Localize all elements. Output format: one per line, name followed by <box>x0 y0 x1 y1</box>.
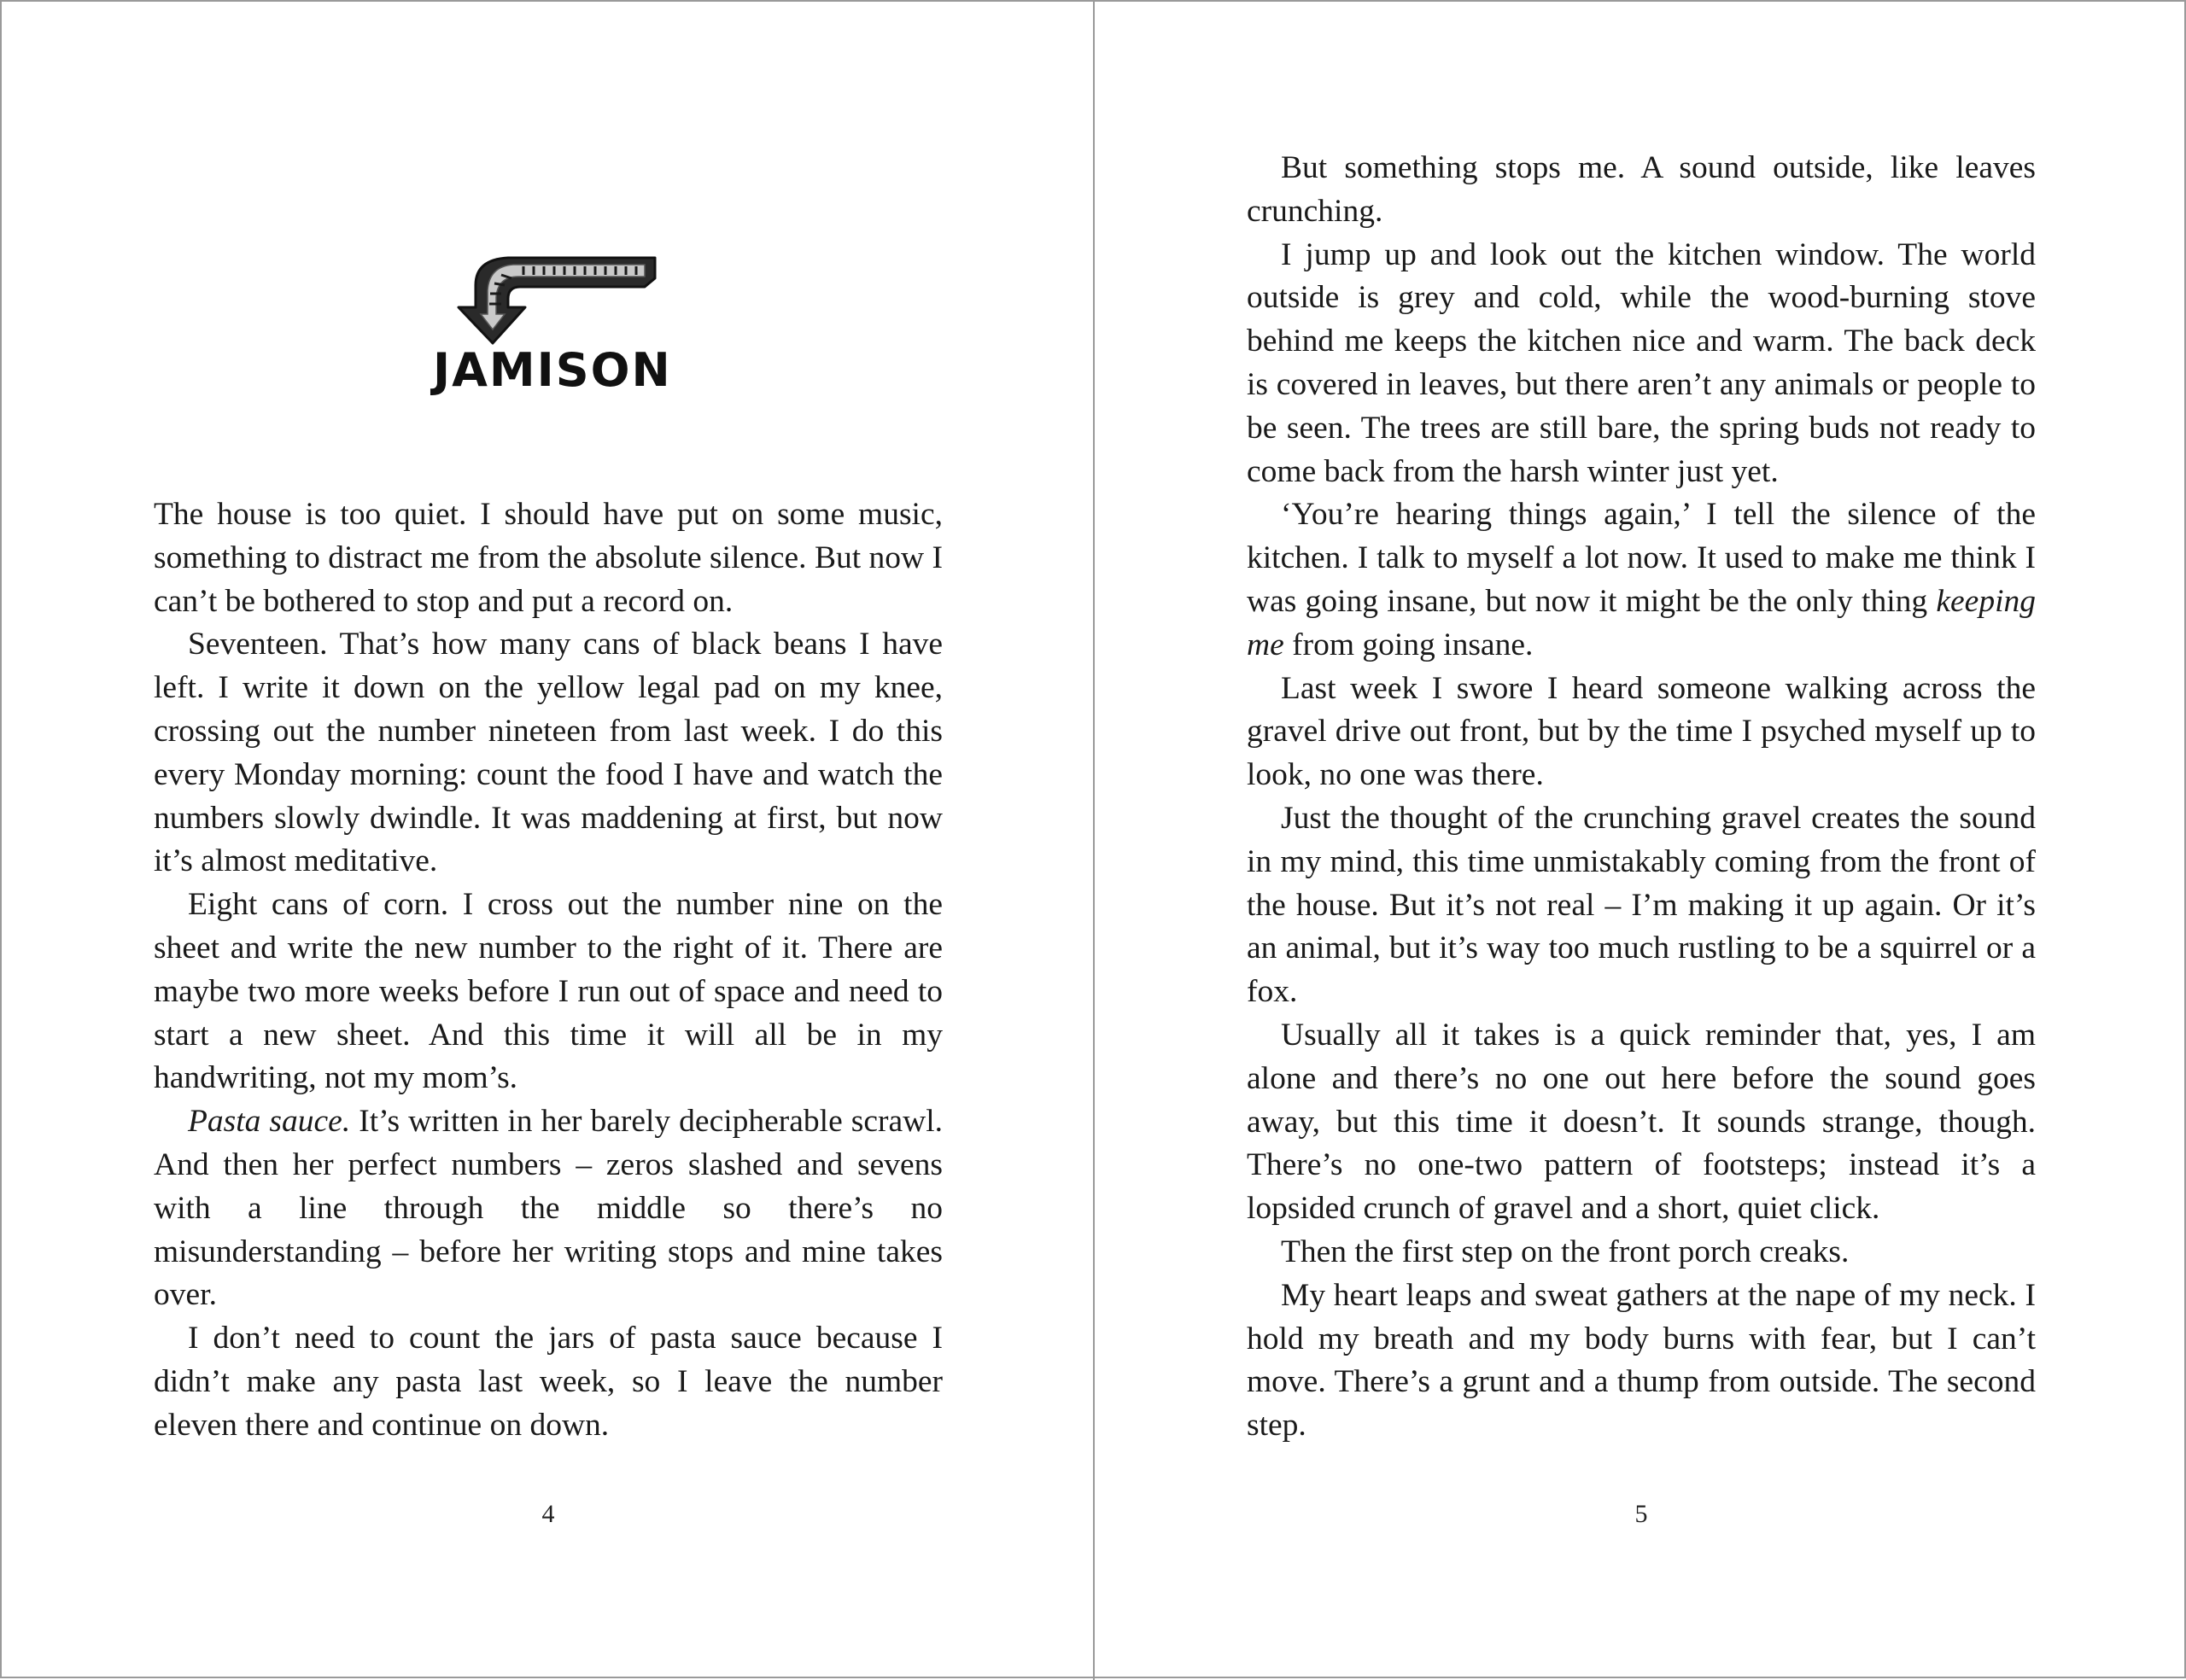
page-number: 4 <box>541 1500 555 1528</box>
curved-arrow-down-icon <box>441 251 659 347</box>
paragraph: Then the first step on the front porch creaks. <box>1281 1234 1850 1269</box>
right-page-text <box>1247 147 2036 1448</box>
paragraph: Seventeen. That’s how many cans of black beans I have left. I write it down on the yellow legal pad on my knee, crossing out the number nineteen from last week. I do this every Monday morning: count the food I have and watch the numbers slowly dwindle. It was maddening at first, but now it’s almost meditative. <box>154 627 943 879</box>
paragraph-text: It’s written in her barely decipherable scrawl. And then her perfect numbers – zeros slashed and sevens with a line through the middle so there’s no misunderstanding – before her writing stops and mine takes over. <box>154 1104 943 1313</box>
paragraph <box>1247 493 2036 667</box>
paragraph: Eight cans of corn. I cross out the number nine on the sheet and write the new number to the right of it. There are maybe two more weeks before I run out of space and need to start a new sheet. And this time it will all be in my handwriting, not my mom’s. <box>154 887 943 1096</box>
paragraph <box>154 1100 943 1317</box>
paragraph: The house is too quiet. I should have put on some music, something to distract me from the absolute silence. But now I can’t be bothered to stop and put a record on. <box>154 497 943 619</box>
chapter-heading <box>433 251 672 413</box>
chapter-title: JAMISON <box>433 343 672 397</box>
paragraph: I jump up and look out the kitchen window. The world outside is grey and cold, while the wood-burning stove behind me keeps the kitchen nice and warm. The back deck is covered in leaves, but there aren’t any animals or people to be seen. The trees are still bare, the spring buds not ready to come back from the harsh winter just yet. <box>1247 236 2036 489</box>
italic-phrase: Pasta sauce. <box>188 1104 351 1140</box>
italic-phrase: keeping me <box>1247 583 2036 662</box>
paragraph: My heart leaps and sweat gathers at the nape of my neck. I hold my breath and my body burns with fear, but I can’t move. There’s a grunt and a thump from outside. The second step. <box>1247 1277 2036 1444</box>
left-page-text <box>154 493 943 1448</box>
right-page <box>1095 2 2186 1680</box>
paragraph: Just the thought of the crunching gravel creates the sound in my mind, this time unmistakably coming from the front of the house. But it’s not real – I’m making it up again. Or it’s an animal, but it’s way too much rustling to be a squirrel or a fox. <box>1247 800 2036 1010</box>
paragraph-text: from going insane. <box>1283 627 1534 662</box>
paragraph: But something stops me. A sound outside, like leaves crunching. <box>1247 150 2036 229</box>
paragraph: Last week I swore I heard someone walking across the gravel drive out front, but by the time I psyched myself up to look, no one was there. <box>1247 670 2036 793</box>
page-number: 5 <box>1634 1500 1648 1528</box>
paragraph-text: ‘You’re hearing things again,’ I tell the silence of the kitchen. I talk to myself a lot now. It used to make me think I was going insane, but now it might be the only thing <box>1247 497 2036 619</box>
paragraph: Usually all it takes is a quick reminder that, yes, I am alone and there’s no one out here before the sound goes away, but this time it doesn’t. It sounds strange, though. There’s no one-two pattern of footsteps; instead it’s a lopsided crunch of gravel and a short, quiet click. <box>1247 1017 2036 1227</box>
left-page <box>2 2 1093 1680</box>
paragraph: I don’t need to count the jars of pasta sauce because I didn’t make any pasta last week, so I leave the number eleven there and continue on down. <box>154 1321 943 1443</box>
